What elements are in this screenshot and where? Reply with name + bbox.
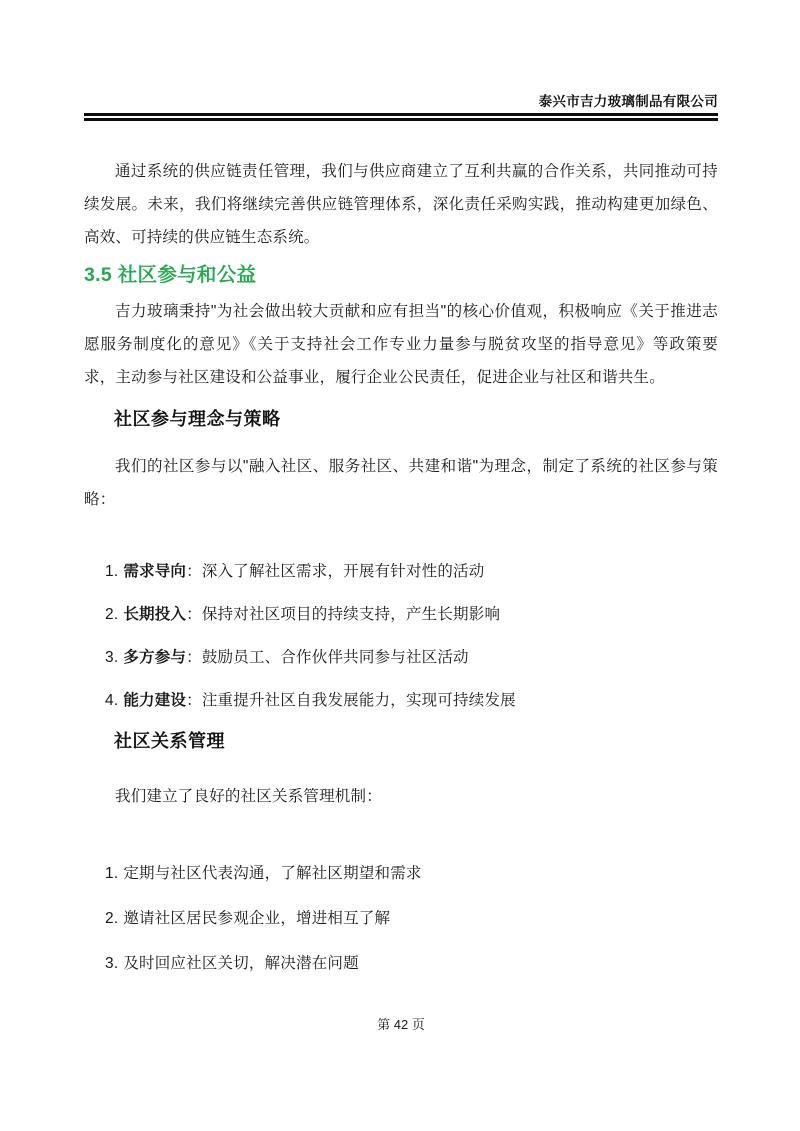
item-text: 鼓励员工、合作伙伴共同参与社区活动 <box>201 649 469 666</box>
item-label: 长期投入 <box>123 606 187 623</box>
list-item <box>105 684 739 717</box>
item-text: 定期与社区代表沟通，了解社区期望和需求 <box>123 865 422 882</box>
header-company-name: 泰兴市吉力玻璃制品有限公司 <box>538 94 718 109</box>
section-heading-3-5: 3.5 社区参与和公益 <box>84 264 257 286</box>
item-number: 2. <box>105 606 119 623</box>
list-item <box>105 902 739 935</box>
item-text: 深入了解社区需求，开展有针对性的活动 <box>201 563 485 580</box>
list-item <box>105 555 739 588</box>
header-double-rule <box>84 113 718 121</box>
item-number: 4. <box>105 692 119 709</box>
item-text: 保持对社区项目的持续支持，产生长期影响 <box>201 606 501 623</box>
item-separator: ： <box>186 606 202 623</box>
item-separator: ： <box>186 563 202 580</box>
paragraph-supply-chain: 通过系统的供应链责任管理，我们与供应商建立了互利共赢的合作关系，共同推动可持续发展。未来，我们将继续完善供应链管理体系，深化责任采购实践，推动构建更加绿色、高效、可持续的供应链生态系统。 <box>84 163 718 246</box>
item-text: 注重提升社区自我发展能力，实现可持续发展 <box>201 692 516 709</box>
subheading-community-strategy: 社区参与理念与策略 <box>114 409 281 429</box>
item-separator: ： <box>186 649 202 666</box>
item-separator: ： <box>186 692 202 709</box>
item-number: 1. <box>105 563 119 580</box>
paragraph-relations-lead: 我们建立了良好的社区关系管理机制： <box>115 788 382 805</box>
paragraph-intro: 吉力玻璃秉持"为社会做出较大贡献和应有担当"的核心价值观，积极响应《关于推进志愿服务制度化的意见》《关于支持社会工作专业力量参与脱贫攻坚的指导意见》等政策要求，主动参与社区建设和公益事业，履行企业公民责任，促进企业与社区和谐共生。 <box>84 303 718 386</box>
item-text: 邀请社区居民参观企业，增进相互了解 <box>123 910 391 927</box>
list-item <box>105 598 739 631</box>
list-item <box>105 641 739 674</box>
item-number: 3. <box>105 955 119 972</box>
relations-list <box>84 857 739 992</box>
subheading-community-relations: 社区关系管理 <box>114 731 225 751</box>
item-label: 多方参与 <box>123 649 187 666</box>
list-item <box>105 857 739 890</box>
item-number: 3. <box>105 649 119 666</box>
list-item <box>105 947 739 980</box>
item-number: 2. <box>105 910 119 927</box>
item-number: 1. <box>105 865 119 882</box>
item-label: 需求导向 <box>123 563 187 580</box>
strategy-list <box>84 555 739 727</box>
page-number: 第 42 页 <box>377 1017 425 1032</box>
item-text: 及时回应社区关切，解决潜在问题 <box>123 955 359 972</box>
item-label: 能力建设 <box>123 692 187 709</box>
paragraph-strategy-lead: 我们的社区参与以"融入社区、服务社区、共建和谐"为理念，制定了系统的社区参与策略： <box>84 458 718 508</box>
